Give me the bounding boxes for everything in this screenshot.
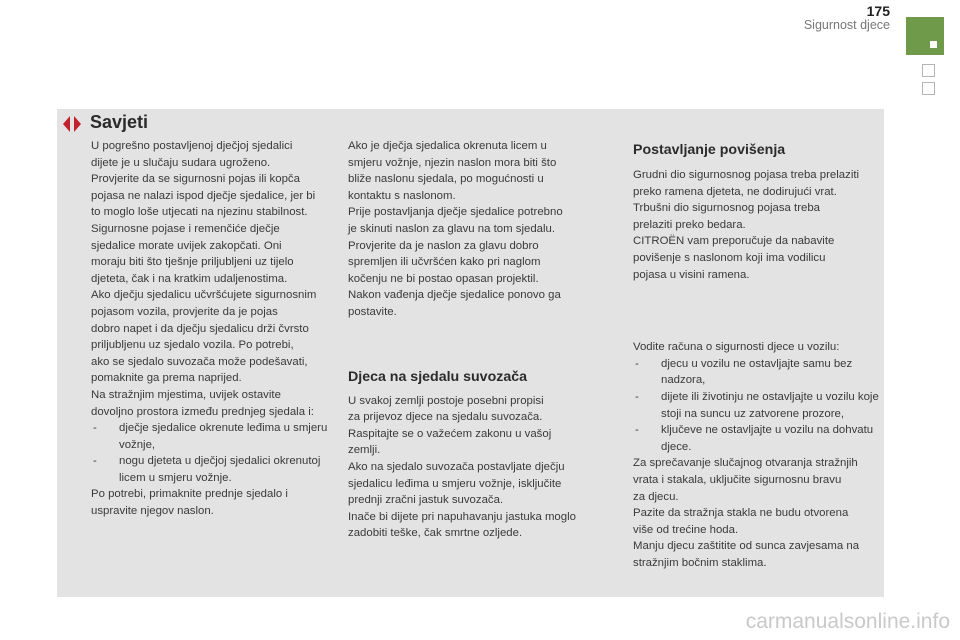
col2-lines (348, 138, 600, 321)
col1-lines-item: sjedalice morate uvijek zakopčati. Oni (91, 239, 282, 252)
advice-column-3 (633, 138, 883, 571)
col2-section-lines-item: zadobiti teške, čak smrtne ozljede. (348, 527, 523, 540)
col3-bullets-item: - dijete ili životinju ne ostavljajte u vozilu koje stoji na suncu uz zatvorene prozore, (633, 389, 883, 422)
col2-lines-item: Provjerite da je naslon za glavu dobro (348, 239, 539, 252)
col2-lines-item: Ako je dječja sjedalica okrenuta licem u (348, 140, 547, 152)
col3-bullets-item: - djecu u vozilu ne ostavljajte samu bez nadzora, (633, 356, 883, 389)
col3-lines-item: CITROËN vam preporučuje da nabavite (633, 235, 835, 248)
col2-lines-item: je skinuti naslon za glavu na tom sjedalu. (348, 222, 556, 235)
col1-after (91, 486, 341, 519)
col3-bullets (633, 356, 883, 456)
col1-lines-item: pojasa ne nalazi ispod dječje sjedalice, jer bi (91, 189, 316, 202)
col2-lines-item: bliže naslonu sjedala, po mogućnosti u (348, 173, 544, 186)
col3-lines (633, 167, 883, 283)
col1-lines (91, 138, 341, 420)
col2-lines-item: Prije postavljanja dječje sjedalice potrebno (348, 206, 563, 219)
col2-section-lines (348, 393, 600, 542)
page-outline-box-1 (922, 64, 935, 77)
col3-after-item: Pazite da stražnja stakla ne budu otvorena (633, 507, 849, 520)
col1-lines-item: moraju biti što tješnje priljubljeni uz tijelo (91, 256, 294, 269)
col1-lines-item: Ako dječju sjedalicu učvršćujete sigurnosnim (91, 289, 317, 302)
col3-after (633, 455, 883, 571)
col3-bullets-item: - ključeve ne ostavljajte u vozilu na dohvatu djece. (633, 422, 883, 455)
col1-after-item: uspravite njegov naslon. (91, 505, 214, 518)
advice-panel (57, 109, 884, 597)
col3-after-item: više od trećine hoda. (633, 523, 739, 536)
warning-icon (62, 115, 82, 133)
passenger-seat-heading: Djeca na sjedalu suvozača (348, 368, 528, 385)
col2-section-lines-item: U svakoj zemlji postoje posebni propisi (348, 394, 544, 407)
col1-lines-item: U pogrešno postavljenoj dječjoj sjedalici (91, 140, 293, 152)
col1-lines-item: Provjerite da se sigurnosni pojas ili kopča (91, 173, 300, 186)
col1-lines-item: djeteta, čak i na kratkim udaljenostima. (91, 272, 288, 285)
col1-lines-item: dobro napet i da dječju sjedalicu drži čvrsto (91, 322, 309, 335)
col3-lines-item: prelaziti preko bedara. (633, 218, 746, 231)
col2-section-lines-item: za prijevoz djece na sjedalu suvozača. (348, 411, 543, 424)
col3-after-item: za djecu. (633, 490, 679, 503)
col2-section-lines-item: zemlji. (348, 444, 381, 457)
col2-section-lines-item: prednji zračni jastuk suvozača. (348, 494, 504, 507)
col3-after-item: Za sprečavanje slučajnog otvaranja stražnjih (633, 457, 858, 470)
col1-lines-item: Sigurnosne pojase i remenčiće dječje (91, 222, 280, 235)
advice-column-2 (348, 138, 600, 542)
advice-column-1 (91, 138, 341, 520)
col2-section-lines-item: Ako na sjedalo suvozača postavljate dječju (348, 460, 565, 473)
col1-after-item: Po potrebi, primaknite prednje sjedalo i (91, 488, 288, 501)
col1-lines-item: dovoljno prostora između prednjeg sjedala i: (91, 405, 314, 418)
col2-section-lines-item: Raspitajte se o važećem zakonu u vašoj (348, 427, 552, 440)
col2-section-lines-item: sjedalicu leđima u smjeru vožnje, isključite (348, 477, 562, 490)
col1-bullets (91, 420, 341, 486)
col2-lines-item: Nakon vađenja dječje sjedalice ponovo ga (348, 289, 561, 302)
col1-bullets-item: - dječje sjedalice okrenute leđima u smjeru vožnje, (91, 420, 341, 453)
col3-lines-item: povišenje s naslonom koji ima vodilicu (633, 251, 826, 264)
col1-lines-item: to moglo loše utjecati na njezinu stabilnost. (91, 206, 308, 219)
col3-lines-item: preko ramena djeteta, ne dodirujući vrat. (633, 185, 837, 198)
col2-lines-item: kočenju ne bi postao opasan projektil. (348, 272, 539, 285)
col2-lines-item: postavite. (348, 305, 397, 318)
booster-heading: Postavljanje povišenja (633, 142, 786, 158)
col2-lines-item: smjeru vožnje, njezin naslon mora biti što (348, 156, 557, 169)
col3-lines-item: pojasa u visini ramena. (633, 268, 750, 281)
section-name: Sigurnost djece (803, 18, 890, 32)
panel-title: Savjeti (90, 112, 149, 132)
col1-lines-item: ako se sjedalo suvozača može podešavati, (91, 355, 308, 368)
col3-after-item: vrata i stakala, uključite sigurnosnu bravu (633, 473, 842, 486)
page-number: 175 (866, 3, 890, 19)
col1-lines-item: Na stražnjim mjestima, uvijek ostavite (91, 388, 281, 401)
col2-lines-item: kontaktu s naslonom. (348, 189, 456, 202)
col3-lines-item: Trbušni dio sigurnosnog pojasa treba (633, 202, 821, 215)
col1-lines-item: priljubljenu uz sjedalo vozila. Po potrebi, (91, 339, 294, 352)
col1-lines-item: pomaknite ga prema naprijed. (91, 372, 242, 385)
col1-bullets-item: - nogu djeteta u dječjoj sjedalici okrenutoj licem u smjeru vožnje. (91, 453, 341, 486)
col3-intro: Vodite računa o sigurnosti djece u vozilu: (633, 341, 840, 354)
chapter-tab-marker (906, 17, 944, 55)
col3-lines-item: Grudni dio sigurnosnog pojasa treba prelaziti (633, 169, 860, 181)
page-outline-box-2 (922, 82, 935, 95)
col2-lines-item: spremljen ili učvršćen kako pri naglom (348, 256, 541, 269)
tab-dot (930, 41, 937, 48)
col3-after-item: Manju djecu zaštitite od sunca zavjesama na (633, 540, 860, 553)
watermark: carmanualsonline.info (745, 610, 950, 633)
col3-after-item: stražnjim bočnim staklima. (633, 556, 767, 569)
col1-lines-item: dijete je u slučaju sudara ugroženo. (91, 156, 271, 169)
col1-lines-item: pojasom vozila, provjerite da je pojas (91, 305, 278, 318)
col2-section-lines-item: Inače bi dijete pri napuhavanju jastuka moglo (348, 510, 576, 523)
